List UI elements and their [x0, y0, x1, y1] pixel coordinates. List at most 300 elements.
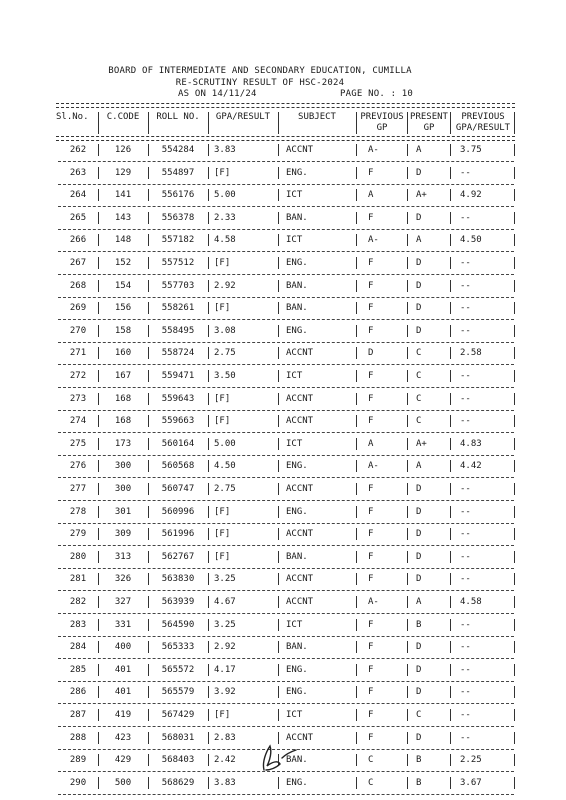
column-divider — [208, 347, 209, 359]
cell-present-gp: D — [416, 303, 422, 314]
column-divider — [450, 257, 451, 269]
column-divider — [407, 438, 408, 450]
column-divider — [356, 573, 357, 585]
cell-previous-gpa: -- — [460, 710, 471, 720]
column-divider — [278, 257, 279, 269]
column-divider — [514, 528, 515, 540]
cell-roll-no: 564590 — [161, 619, 195, 630]
cell-gpa-result: 4.50 — [214, 461, 236, 472]
cell-subject: BAN. — [286, 551, 308, 562]
cell-previous-gp: F — [368, 325, 374, 336]
cell-present-gp: C — [416, 710, 422, 720]
cell-gpa-result: 2.75 — [214, 348, 236, 359]
cell-sl-no: 267 — [69, 258, 87, 268]
cell-roll-no: 559471 — [161, 371, 195, 381]
cell-sl-no: 282 — [69, 597, 87, 607]
cell-gpa-result: 4.67 — [214, 597, 236, 607]
column-divider — [98, 664, 99, 676]
column-divider — [98, 302, 99, 314]
cell-previous-gpa: 2.58 — [460, 348, 482, 359]
column-divider — [148, 686, 149, 698]
cell-previous-gp: F — [368, 212, 374, 223]
column-divider — [148, 777, 149, 789]
column-divider — [98, 257, 99, 269]
column-divider — [356, 596, 357, 608]
column-divider — [148, 325, 149, 337]
column-divider — [208, 709, 209, 721]
cell-gpa-result: 3.83 — [214, 777, 236, 788]
cell-sl-no: 281 — [69, 574, 87, 585]
column-divider — [514, 551, 515, 563]
column-divider — [208, 754, 209, 766]
col-present-gp-2: GP — [423, 123, 435, 133]
column-divider — [278, 370, 279, 382]
cell-sl-no: 284 — [69, 642, 87, 653]
cell-sl-no: 287 — [69, 710, 87, 720]
column-divider — [208, 234, 209, 246]
column-divider — [450, 506, 451, 518]
cell-sl-no: 275 — [69, 438, 87, 449]
cell-gpa-result: 3.08 — [214, 325, 236, 336]
cell-previous-gp: F — [368, 642, 374, 653]
cell-roll-no: 560747 — [161, 484, 195, 494]
cell-gpa-result: 2.33 — [214, 212, 236, 223]
cell-previous-gp: F — [368, 687, 374, 698]
cell-roll-no: 557703 — [161, 280, 195, 291]
column-divider — [98, 619, 99, 631]
column-divider — [450, 754, 451, 766]
column-divider — [450, 370, 451, 382]
table-row — [0, 434, 566, 456]
cell-present-gp: C — [416, 371, 422, 381]
column-divider — [148, 393, 149, 405]
cell-previous-gp: A- — [368, 145, 379, 155]
table-row — [0, 637, 566, 659]
table-row — [0, 298, 566, 320]
cell-previous-gpa: -- — [460, 574, 471, 585]
cell-previous-gp: F — [368, 664, 374, 675]
column-divider — [450, 551, 451, 563]
cell-c-code: 300 — [114, 461, 132, 472]
cell-sl-no: 285 — [69, 664, 87, 675]
cell-present-gp: D — [416, 506, 422, 517]
cell-c-code: 419 — [114, 710, 132, 720]
column-divider — [450, 438, 451, 450]
column-divider — [514, 257, 515, 269]
cell-roll-no: 554897 — [161, 167, 195, 178]
cell-previous-gpa: 4.58 — [460, 597, 482, 607]
column-divider — [148, 189, 149, 201]
cell-roll-no: 565572 — [161, 664, 195, 675]
cell-subject: ENG. — [286, 325, 308, 336]
column-divider — [356, 212, 357, 224]
column-divider — [450, 280, 451, 292]
board-title: BOARD OF INTERMEDIATE AND SECONDARY EDUCATION, CUMILLA — [108, 66, 412, 76]
column-divider — [514, 777, 515, 789]
cell-sl-no: 278 — [69, 506, 87, 517]
column-divider — [278, 664, 279, 676]
column-divider — [208, 438, 209, 450]
column-divider — [514, 573, 515, 585]
column-divider — [98, 506, 99, 518]
column-divider — [148, 596, 149, 608]
cell-previous-gp: F — [368, 303, 374, 314]
column-divider — [407, 212, 408, 224]
column-divider — [407, 732, 408, 744]
column-divider — [514, 212, 515, 224]
cell-previous-gp: F — [368, 574, 374, 585]
table-row — [0, 479, 566, 501]
column-divider — [278, 393, 279, 405]
cell-subject: ENG. — [286, 258, 308, 268]
cell-subject: ICT — [286, 619, 303, 630]
cell-previous-gp: F — [368, 619, 374, 630]
column-divider — [356, 664, 357, 676]
cell-c-code: 143 — [114, 212, 132, 223]
cell-sl-no: 277 — [69, 484, 87, 494]
cell-previous-gp: F — [368, 258, 374, 268]
cell-roll-no: 560568 — [161, 461, 195, 472]
table-row — [0, 456, 566, 478]
column-divider — [278, 506, 279, 518]
cell-subject: BAN. — [286, 755, 308, 766]
cell-previous-gp: F — [368, 732, 374, 743]
column-divider — [356, 415, 357, 427]
cell-present-gp: B — [416, 619, 422, 630]
column-divider — [148, 144, 149, 156]
table-row — [0, 773, 566, 795]
cell-previous-gp: C — [368, 777, 374, 788]
column-divider — [278, 189, 279, 201]
table-row — [0, 163, 566, 185]
cell-roll-no: 563830 — [161, 574, 195, 585]
cell-c-code: 400 — [114, 642, 132, 653]
cell-previous-gp: A- — [368, 461, 379, 472]
cell-present-gp: D — [416, 529, 422, 540]
column-divider — [514, 280, 515, 292]
column-divider — [407, 167, 408, 179]
cell-previous-gp: C — [368, 755, 374, 766]
cell-gpa-result: 4.58 — [214, 235, 236, 246]
column-divider — [208, 370, 209, 382]
column-divider — [514, 347, 515, 359]
result-title: RE-SCRUTINY RESULT OF HSC-2024 — [175, 78, 345, 88]
table-row — [0, 705, 566, 727]
column-divider — [98, 280, 99, 292]
cell-previous-gpa: -- — [460, 529, 471, 540]
cell-present-gp: D — [416, 687, 422, 698]
column-divider — [208, 573, 209, 585]
column-divider — [148, 460, 149, 472]
column-divider — [450, 415, 451, 427]
table-row — [0, 524, 566, 546]
column-divider — [514, 393, 515, 405]
column-divider — [278, 438, 279, 450]
cell-previous-gpa: -- — [460, 167, 471, 178]
column-divider — [278, 302, 279, 314]
cell-subject: ENG. — [286, 461, 308, 472]
cell-sl-no: 262 — [69, 145, 87, 155]
cell-gpa-result: 3.25 — [214, 619, 236, 630]
column-divider — [407, 596, 408, 608]
column-divider — [450, 189, 451, 201]
column-divider — [148, 709, 149, 721]
column-divider — [98, 212, 99, 224]
cell-previous-gpa: 4.92 — [460, 190, 482, 201]
cell-previous-gpa: -- — [460, 393, 471, 404]
header-divider — [356, 112, 357, 134]
header-divider — [407, 112, 408, 134]
cell-subject: ACCNT — [286, 732, 314, 743]
cell-previous-gp: F — [368, 393, 374, 404]
column-divider — [407, 302, 408, 314]
column-divider — [514, 732, 515, 744]
cell-gpa-result: 3.50 — [214, 371, 236, 381]
column-divider — [278, 280, 279, 292]
column-divider — [98, 573, 99, 585]
header-divider — [450, 112, 451, 134]
column-divider — [98, 483, 99, 495]
column-divider — [208, 686, 209, 698]
column-divider — [356, 709, 357, 721]
cell-previous-gp: F — [368, 710, 374, 720]
column-divider — [208, 777, 209, 789]
col-roll-no: ROLL NO. — [156, 112, 200, 122]
cell-subject: ACCNT — [286, 597, 314, 607]
cell-previous-gp: A — [368, 438, 374, 449]
column-divider — [450, 596, 451, 608]
cell-present-gp: A — [416, 461, 422, 472]
cell-sl-no: 268 — [69, 280, 87, 291]
table-row — [0, 615, 566, 637]
column-divider — [407, 483, 408, 495]
cell-present-gp: B — [416, 777, 422, 788]
cell-c-code: 173 — [114, 438, 132, 449]
column-divider — [514, 167, 515, 179]
column-divider — [208, 325, 209, 337]
cell-present-gp: C — [416, 348, 422, 359]
column-divider — [148, 619, 149, 631]
cell-c-code: 148 — [114, 235, 132, 246]
column-divider — [356, 370, 357, 382]
cell-previous-gpa: -- — [460, 258, 471, 268]
cell-subject: ENG. — [286, 664, 308, 675]
column-divider — [514, 709, 515, 721]
page-number: PAGE NO. : 10 — [340, 89, 414, 99]
column-divider — [514, 664, 515, 676]
cell-sl-no: 266 — [69, 235, 87, 246]
column-divider — [148, 438, 149, 450]
cell-sl-no: 288 — [69, 732, 87, 743]
column-divider — [278, 460, 279, 472]
column-divider — [208, 664, 209, 676]
column-divider — [514, 234, 515, 246]
column-divider — [148, 167, 149, 179]
column-divider — [514, 415, 515, 427]
cell-previous-gp: F — [368, 506, 374, 517]
col-previous-gp-1: PREVIOUS — [360, 112, 404, 122]
cell-c-code: 423 — [114, 732, 132, 743]
cell-sl-no: 280 — [69, 551, 87, 562]
column-divider — [407, 506, 408, 518]
col-sl-no: Sl.No. — [56, 112, 89, 122]
cell-subject: ICT — [286, 190, 303, 201]
table-row — [0, 366, 566, 388]
column-divider — [450, 302, 451, 314]
cell-gpa-result: 3.25 — [214, 574, 236, 585]
cell-subject: ACCNT — [286, 416, 314, 427]
cell-previous-gpa: -- — [460, 551, 471, 562]
table-row — [0, 592, 566, 614]
column-divider — [514, 619, 515, 631]
column-divider — [208, 528, 209, 540]
cell-roll-no: 559643 — [161, 393, 195, 404]
cell-subject: BAN. — [286, 280, 308, 291]
col-previous-gp-2: GP — [376, 123, 388, 133]
column-divider — [148, 551, 149, 563]
header-divider — [514, 112, 515, 134]
column-divider — [98, 686, 99, 698]
col-previous-gpa-2: GPA/RESULT — [455, 123, 511, 133]
column-divider — [407, 370, 408, 382]
cell-roll-no: 558724 — [161, 348, 195, 359]
cell-sl-no: 290 — [69, 777, 87, 788]
column-divider — [514, 460, 515, 472]
table-row — [0, 502, 566, 524]
cell-present-gp: C — [416, 416, 422, 427]
cell-subject: ENG. — [286, 687, 308, 698]
column-divider — [450, 664, 451, 676]
cell-present-gp: C — [416, 393, 422, 404]
column-divider — [407, 393, 408, 405]
cell-subject: ENG. — [286, 506, 308, 517]
cell-gpa-result: 5.00 — [214, 438, 236, 449]
column-divider — [407, 347, 408, 359]
cell-roll-no: 554284 — [161, 145, 195, 155]
cell-present-gp: D — [416, 258, 422, 268]
cell-previous-gp: D — [368, 348, 374, 359]
column-divider — [278, 777, 279, 789]
table-row — [0, 276, 566, 298]
column-divider — [148, 483, 149, 495]
cell-previous-gpa: -- — [460, 484, 471, 494]
cell-c-code: 313 — [114, 551, 132, 562]
cell-roll-no: 558261 — [161, 303, 195, 314]
column-divider — [98, 460, 99, 472]
column-divider — [98, 551, 99, 563]
column-divider — [450, 483, 451, 495]
column-divider — [98, 754, 99, 766]
cell-roll-no: 567429 — [161, 710, 195, 720]
column-divider — [98, 325, 99, 337]
table-header — [0, 110, 566, 136]
cell-previous-gpa: -- — [460, 325, 471, 336]
column-divider — [514, 325, 515, 337]
cell-subject: BAN. — [286, 303, 308, 314]
cell-gpa-result: 2.42 — [214, 755, 236, 766]
cell-present-gp: A+ — [416, 190, 427, 201]
cell-previous-gpa: -- — [460, 303, 471, 314]
column-divider — [278, 619, 279, 631]
column-divider — [148, 754, 149, 766]
cell-present-gp: D — [416, 325, 422, 336]
column-divider — [278, 234, 279, 246]
column-divider — [450, 460, 451, 472]
cell-subject: ENG. — [286, 167, 308, 178]
column-divider — [208, 302, 209, 314]
cell-previous-gp: F — [368, 551, 374, 562]
column-divider — [208, 732, 209, 744]
signature-mark — [258, 740, 302, 774]
cell-roll-no: 557512 — [161, 258, 195, 268]
column-divider — [356, 551, 357, 563]
table-row — [0, 208, 566, 230]
column-divider — [356, 234, 357, 246]
column-divider — [98, 641, 99, 653]
cell-sl-no: 263 — [69, 167, 87, 178]
column-divider — [148, 415, 149, 427]
column-divider — [98, 393, 99, 405]
column-divider — [278, 212, 279, 224]
cell-c-code: 154 — [114, 280, 132, 291]
column-divider — [356, 619, 357, 631]
table-row — [0, 343, 566, 365]
cell-gpa-result: [F] — [214, 303, 231, 314]
cell-sl-no: 270 — [69, 325, 87, 336]
cell-previous-gp: F — [368, 371, 374, 381]
cell-sl-no: 279 — [69, 529, 87, 540]
column-divider — [450, 619, 451, 631]
cell-subject: ACCNT — [286, 348, 314, 359]
column-divider — [407, 573, 408, 585]
cell-present-gp: A — [416, 145, 422, 155]
cell-present-gp: D — [416, 664, 422, 675]
cell-roll-no: 568031 — [161, 732, 195, 743]
cell-c-code: 152 — [114, 258, 132, 268]
col-previous-gpa-1: PREVIOUS — [461, 112, 505, 122]
cell-subject: ACCNT — [286, 393, 314, 404]
column-divider — [407, 460, 408, 472]
column-divider — [148, 257, 149, 269]
col-subject: SUBJECT — [298, 112, 336, 122]
column-divider — [407, 686, 408, 698]
cell-present-gp: D — [416, 574, 422, 585]
cell-sl-no: 265 — [69, 212, 87, 223]
cell-subject: ACCNT — [286, 484, 314, 494]
cell-subject: ICT — [286, 710, 303, 720]
column-divider — [450, 167, 451, 179]
column-divider — [514, 686, 515, 698]
column-divider — [278, 347, 279, 359]
column-divider — [407, 551, 408, 563]
cell-sl-no: 271 — [69, 348, 87, 359]
cell-subject: ACCNT — [286, 145, 314, 155]
column-divider — [98, 144, 99, 156]
cell-previous-gpa: 3.75 — [460, 145, 482, 155]
column-divider — [407, 415, 408, 427]
table-row — [0, 230, 566, 252]
cell-previous-gpa: 3.67 — [460, 777, 482, 788]
column-divider — [514, 754, 515, 766]
cell-sl-no: 283 — [69, 619, 87, 630]
column-divider — [98, 234, 99, 246]
header-divider — [98, 112, 99, 134]
column-divider — [278, 483, 279, 495]
cell-present-gp: A — [416, 597, 422, 607]
cell-previous-gpa: -- — [460, 619, 471, 630]
cell-subject: ENG. — [286, 777, 308, 788]
cell-previous-gpa: -- — [460, 506, 471, 517]
